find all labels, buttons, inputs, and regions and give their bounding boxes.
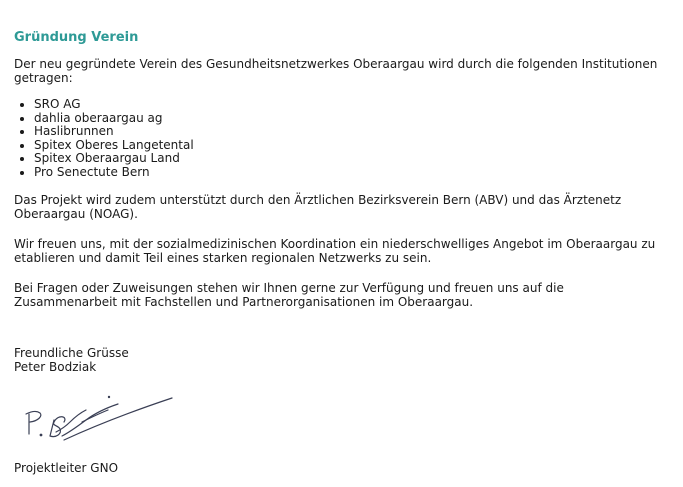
signer-role: Projektleiter GNO (14, 461, 119, 475)
institutions-list (14, 98, 194, 180)
list-item: Haslibrunnen (14, 125, 194, 139)
signer-name: Peter Bodziak (14, 360, 97, 374)
list-item: Spitex Oberes Langetental (14, 139, 194, 153)
support-paragraph: Das Projekt wird zudem unterstützt durch den Ärztlichen Bezirksverein Bern (ABV) und das Ärztenetz Oberaargau (NOAG). (14, 193, 622, 221)
contact-paragraph: Bei Fragen oder Zuweisungen stehen wir Ihnen gerne zur Verfügung und freuen uns auf die Zusammenarbeit mit Fachstellen und Partnerorganisationen im Oberaargau. (14, 281, 564, 309)
goal-paragraph: Wir freuen uns, mit der sozialmedizinischen Koordination ein niederschwelliges Angebot im Oberaargau zu etablieren und damit Teil eines starken regionalen Netzwerks zu sein. (14, 237, 656, 265)
section-heading: Gründung Verein (14, 30, 139, 45)
list-item: SRO AG (14, 98, 194, 112)
intro-paragraph: Der neu gegründete Verein des Gesundheitsnetzwerkes Oberaargau wird durch die folgenden Institutionen getragen: (14, 57, 658, 85)
list-item: Spitex Oberaargau Land (14, 152, 194, 166)
closing-greeting: Freundliche Grüsse (14, 346, 129, 360)
list-item: dahlia oberaargau ag (14, 112, 194, 126)
handwritten-signature (20, 392, 180, 452)
list-item: Pro Senectute Bern (14, 166, 194, 180)
